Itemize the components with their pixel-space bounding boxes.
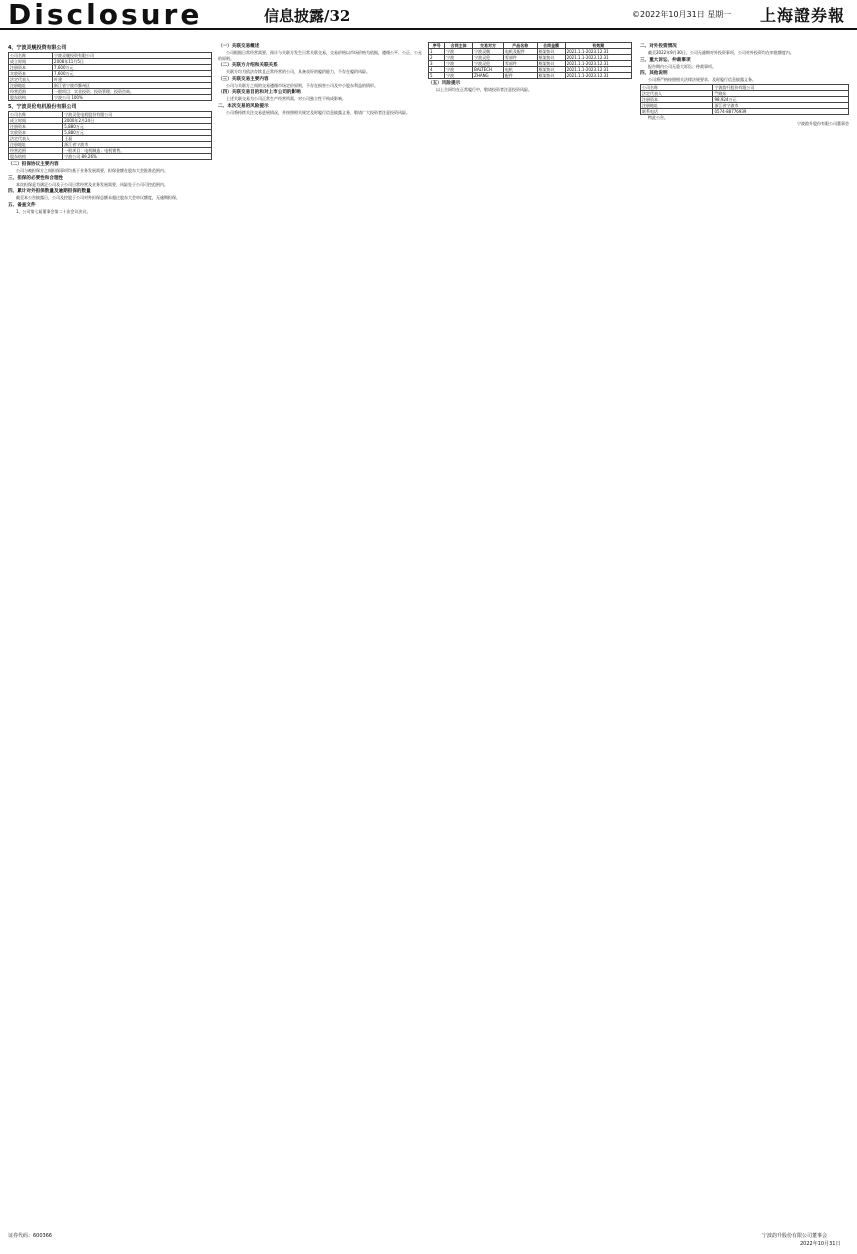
table-cell: 1 xyxy=(429,49,445,55)
section-text: 本次担保是为满足公司及子公司日常经营及业务发展需要，风险处于公司可控范围内。 xyxy=(16,181,168,187)
table-cell: 2021.1.1-2023.12.31 xyxy=(565,61,631,67)
section-heading: （五）风险提示 xyxy=(428,81,461,86)
section-heading: （三）关联交易主要内容 xyxy=(218,76,269,82)
table-cell: 公司名称 xyxy=(9,53,53,59)
section-heading: 三、担保的必要性和合理性 xyxy=(8,175,64,181)
table-cell: 宁波灵舰投资有限公司 xyxy=(53,53,212,59)
table-cell: 注册地址 xyxy=(9,83,53,89)
closing-text: 特此公告。 xyxy=(648,114,668,120)
company-info-table xyxy=(8,52,212,101)
table-cell: 框架协议 xyxy=(537,67,565,73)
table-row xyxy=(429,73,632,79)
table-cell: 宁波 xyxy=(445,73,473,79)
table-cell: 注册资本 xyxy=(641,96,713,102)
section-heading: 二、本次交易的风险提示 xyxy=(218,103,269,109)
table-cell: 浙江省宁波市 xyxy=(63,142,212,148)
table-cell: 电机 xyxy=(503,67,537,73)
page-header xyxy=(0,0,857,30)
table-cell: 宁波灵伦 xyxy=(473,61,504,67)
table-cell: 宁波公司 89.26% xyxy=(63,154,212,160)
table-cell: 王磊 xyxy=(63,136,212,142)
section-heading: 五、备查文件 xyxy=(8,202,36,208)
table-cell: 实收资本 xyxy=(9,71,53,77)
section-text: 公司将持续关注交易进展情况，并按照相关规定及时履行信息披露义务，敬请广大投资者注意投资风险。 xyxy=(226,109,410,115)
table-header-cell: 序号 xyxy=(429,43,445,49)
table-cell: 7,600万元 xyxy=(53,65,212,71)
section-heading: 四、累计对外担保数量及逾期担保的数量 xyxy=(8,189,91,195)
table-cell: 98,924万元 xyxy=(713,96,849,102)
table-row xyxy=(641,108,849,114)
table-cell: 公司名称 xyxy=(9,112,63,118)
section-heading: （二）关联方介绍和关联关系 xyxy=(218,63,278,69)
table-cell: 7,600万元 xyxy=(53,71,212,77)
table-cell: 框架协议 xyxy=(537,73,565,79)
table-cell: 宁波 xyxy=(445,61,473,67)
table-cell: 2008年11月5日 xyxy=(53,59,212,65)
footer-company: 宁波韵升股份有限公司董事会 xyxy=(762,1233,828,1239)
column-3 xyxy=(428,42,632,94)
table-cell: 4 xyxy=(429,67,445,73)
table-cell: 法定代表人 xyxy=(641,90,713,96)
table-cell: 一般项目：电机制造；电机销售。 xyxy=(63,148,212,154)
table-cell: 2021.1.1-2023.12.31 xyxy=(565,67,631,73)
table-cell: 宁波 xyxy=(445,67,473,73)
table-row xyxy=(9,95,212,101)
table-cell: 浙江省宁波市鄞州区 xyxy=(53,83,212,89)
table-cell: 公司名称 xyxy=(641,84,713,90)
table-cell: 注册地址 xyxy=(9,142,63,148)
table-cell: 零部件 xyxy=(503,55,537,61)
section-text: 截至2022年9月30日，公司无逾期对外投资事项，公司对外投资均在审批额度内。 xyxy=(648,50,794,55)
table-cell: 框架协议 xyxy=(537,49,565,55)
table-cell: 零部件 xyxy=(503,61,537,67)
table-cell: 2021.1.1-2023.12.31 xyxy=(565,55,631,61)
table-cell: 股东结构 xyxy=(9,95,53,101)
table-cell: 配件 xyxy=(503,73,537,79)
company-info-table xyxy=(640,84,849,115)
table-cell: 法定代表人 xyxy=(9,136,63,142)
table-cell: 2 xyxy=(429,55,445,61)
table-cell: 宁波 xyxy=(445,55,473,61)
section-text: 公司将严格按照相关法律法规要求，及时履行信息披露义务。 xyxy=(648,77,756,83)
table-cell: 宁波 xyxy=(445,49,473,55)
table-cell: 注册地址 xyxy=(641,102,713,108)
table-cell: 一般项目：实业投资；投资管理；投资咨询。 xyxy=(53,89,212,95)
table-cell: 框架协议 xyxy=(537,55,565,61)
table-cell: 5,880万元 xyxy=(63,130,212,136)
section-heading: （二）担保协议主要内容 xyxy=(8,162,59,167)
section-text: 公司与关联方之间的交易遵循市场定价原则，不存在损害公司及中小股东利益的情形。 xyxy=(226,82,378,88)
newspaper-name: 上海證券報 xyxy=(760,6,846,25)
table-cell: 成立时间 xyxy=(9,118,63,124)
table-cell: 联系电话 xyxy=(641,108,713,114)
table-cell: 实收资本 xyxy=(9,130,63,136)
table-cell: 5 xyxy=(429,73,445,79)
section-heading: 四、其他说明 xyxy=(640,71,668,77)
section-text: 公司根据日常经营需要，预计与关联方发生日常关联交易，交易价格以市场价格为依据，遵循公平、公正、公允的原则。 xyxy=(218,50,422,61)
section-text: 截至本公告披露日，公司及控股子公司对外担保总额未超过股东大会审议额度，无逾期担保。 xyxy=(16,195,180,201)
signature: 宁波韵升股份有限公司董事会 xyxy=(797,121,849,127)
table-cell: 宁波灵伦电机股份有限公司 xyxy=(63,112,212,118)
table-cell: 宁波灵舰 xyxy=(473,49,504,55)
contract-table xyxy=(428,42,632,79)
column-2 xyxy=(218,42,422,117)
table-header-cell: 有效期 xyxy=(565,43,631,49)
table-row xyxy=(9,154,212,160)
footer-date: 2022年10月31日 xyxy=(800,1241,841,1247)
stock-code: 证券代码：600366 xyxy=(8,1233,53,1239)
table-cell: BALTECH xyxy=(473,67,504,73)
table-cell: 框架协议 xyxy=(537,61,565,67)
section-heading: （四）关联交易目的和对上市公司的影响 xyxy=(218,90,301,96)
table-cell: 法定代表人 xyxy=(9,77,53,83)
table-cell: 5,880万元 xyxy=(63,124,212,130)
masthead: Disclosure xyxy=(8,0,203,31)
table-header-cell: 合同金额 xyxy=(537,43,565,49)
table-cell: 成立时间 xyxy=(9,59,53,65)
block-title: 4、宁波灵舰投资有限公司 xyxy=(8,45,67,51)
block-title: 5、宁波灵伦电机股份有限公司 xyxy=(8,104,77,110)
table-header-cell: 产品名称 xyxy=(503,43,537,49)
table-cell: 宁波韵升股份有限公司 xyxy=(713,84,849,90)
section-title: 信息披露/32 xyxy=(264,7,351,25)
table-cell: 2000年2月24日 xyxy=(63,118,212,124)
section-heading: 三、重大诉讼、仲裁事项 xyxy=(640,57,691,63)
table-cell: 0574-88776939 xyxy=(713,108,849,114)
issue-date: ©2022年10月31日 星期一 xyxy=(632,10,732,19)
table-cell: 股东结构 xyxy=(9,154,63,160)
section-text: 公司与被担保方之间担保事项均基于业务发展需要，担保金额在股东大会批准范围内。 xyxy=(16,168,168,173)
table-header-cell: 交易对方 xyxy=(473,43,504,49)
table-header-cell: 合同主体 xyxy=(445,43,473,49)
table-cell: 3 xyxy=(429,61,445,67)
section-text: 报告期内公司无重大诉讼、仲裁事项。 xyxy=(648,63,716,69)
table-cell: 2021.1.1-2023.12.31 xyxy=(565,49,631,55)
table-cell: 宁波公司 100% xyxy=(53,95,212,101)
section-heading: （一）关联交易概述 xyxy=(218,44,260,49)
section-text: 以上合同均在正常履行中，敬请投资者注意投资风险。 xyxy=(436,87,532,92)
company-info-table xyxy=(8,111,212,160)
table-cell: 经营范围 xyxy=(9,148,63,154)
table-cell: 2021.1.1-2023.12.31 xyxy=(565,73,631,79)
section-text: 1、公司第七届董事会第二十次会议决议。 xyxy=(16,208,91,214)
table-cell: 注册资本 xyxy=(9,65,53,71)
column-1 xyxy=(8,42,212,215)
section-heading: 二、对外投资情况 xyxy=(640,44,677,49)
table-cell: 注册资本 xyxy=(9,124,63,130)
table-cell: 浙江省宁波市 xyxy=(713,102,849,108)
section-text: 关联方均为依法存续且正常经营的公司，具备良好的履约能力，不存在履约风险。 xyxy=(226,69,370,75)
column-4 xyxy=(640,42,849,128)
table-cell: 经营范围 xyxy=(9,89,53,95)
table-cell: 叶建 xyxy=(53,77,212,83)
section-text: 上述关联交易为公司正常生产经营所需，对公司独立性不构成影响。 xyxy=(226,96,346,102)
table-cell: 宁波灵伦 xyxy=(473,55,504,61)
table-cell: 竺晓东 xyxy=(713,90,849,96)
table-cell: 电机及配件 xyxy=(503,49,537,55)
table-cell: ZHANG xyxy=(473,73,504,79)
